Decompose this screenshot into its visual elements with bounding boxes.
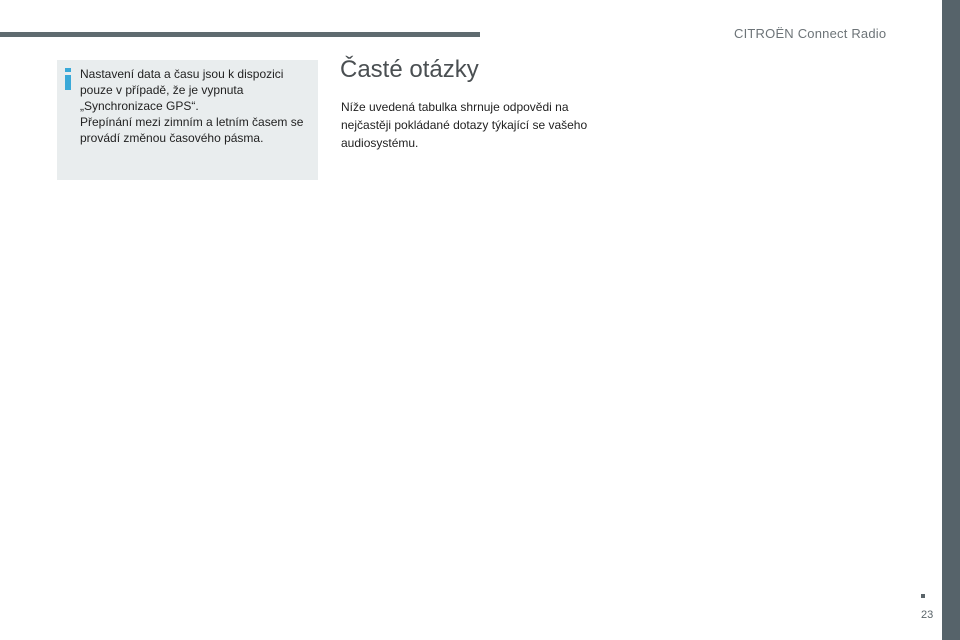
info-note-text bbox=[80, 66, 314, 146]
page-number: 23 bbox=[921, 609, 934, 621]
page-edge-band bbox=[942, 0, 960, 640]
page-marker bbox=[921, 594, 925, 598]
info-icon bbox=[65, 68, 71, 90]
info-note-paragraph: Nastavení data a času jsou k dispozici pouze v případě, že je vypnuta „Synchronizace GPS“. bbox=[80, 67, 284, 113]
section-title: Časté otázky bbox=[340, 56, 479, 83]
header-title: CITROËN Connect Radio bbox=[734, 26, 887, 41]
info-note-paragraph: Přepínání mezi zimním a letním časem se provádí změnou časového pásma. bbox=[80, 115, 304, 145]
section-body: Níže uvedená tabulka shrnuje odpovědi na nejčastěji pokládané dotazy týkající se vašeho audiosystému. bbox=[341, 100, 588, 150]
header-accent-bar bbox=[0, 32, 480, 37]
